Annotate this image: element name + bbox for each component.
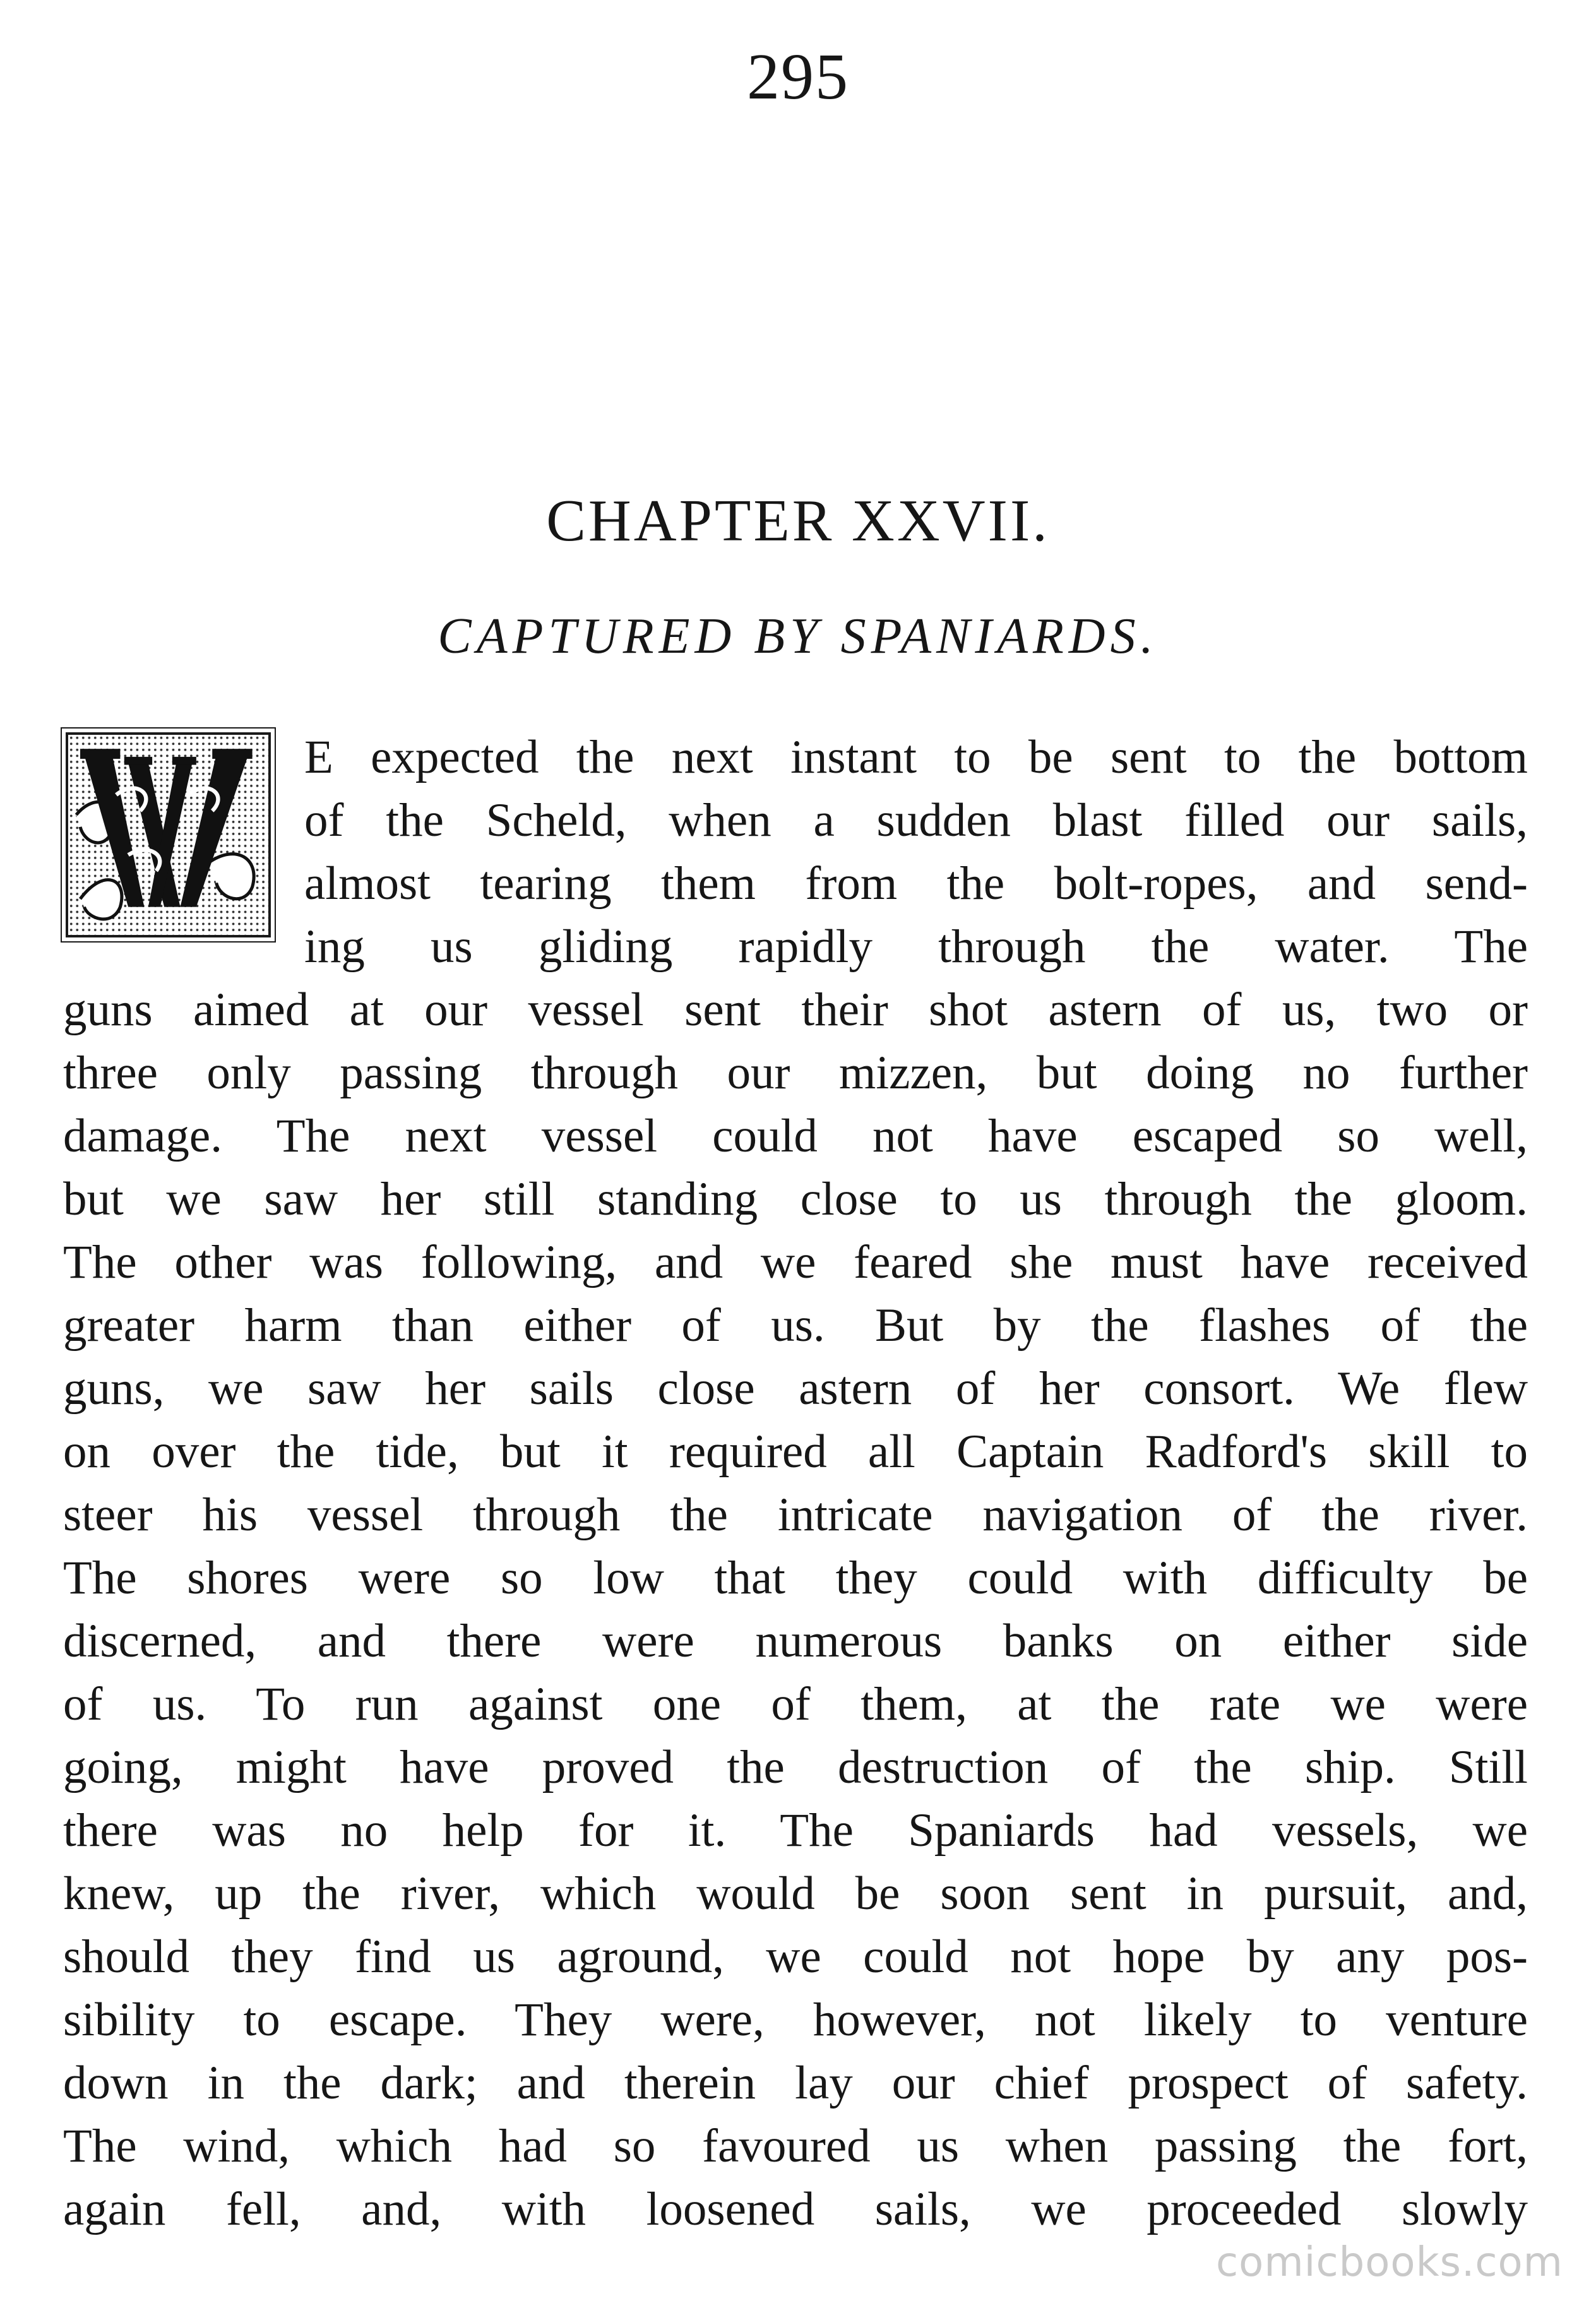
text-line: going, might have proved the destruction of the ship. Still: [63, 1741, 1528, 1793]
text-line: damage. The next vessel could not have escaped so well,: [63, 1110, 1528, 1162]
text-line: greater harm than either of us. But by the flashes of the: [63, 1299, 1528, 1352]
chapter-subtitle: CAPTURED BY SPANIARDS.: [438, 609, 1158, 664]
text-line: The other was following, and we feared she must have received: [63, 1236, 1528, 1288]
text-line: there was no help for it. The Spaniards had vessels, we: [63, 1804, 1528, 1857]
text-line: ing us gliding rapidly through the water. The: [304, 920, 1528, 973]
text-line: three only passing through our mizzen, but doing no further: [63, 1047, 1528, 1099]
text-line: of us. To run against one of them, at the rate we were: [63, 1678, 1528, 1730]
text-line: E expected the next instant to be sent to the bottom: [304, 731, 1528, 783]
text-line: knew, up the river, which would be soon sent in pursuit, and,: [63, 1867, 1528, 1920]
text-line: sibility to escape. They were, however, not likely to venture: [63, 1994, 1528, 2046]
text-line: guns aimed at our vessel sent their shot astern of us, two or: [63, 984, 1528, 1036]
text-line: again fell, and, with loosened sails, we proceeded slowly: [63, 2183, 1528, 2235]
text-line: discerned, and there were numerous banks on either side: [63, 1615, 1528, 1667]
text-line: on over the tide, but it required all Captain Radford's skill to: [63, 1425, 1528, 1478]
text-line: The wind, which had so favoured us when passing the fort,: [63, 2120, 1528, 2172]
watermark: comicbooks.com: [1215, 2239, 1563, 2286]
body-text: [63, 726, 1528, 2241]
text-line: but we saw her still standing close to us through the gloom.: [63, 1173, 1528, 1225]
chapter-title: CHAPTER XXVII.: [546, 488, 1050, 554]
text-line: The shores were so low that they could with difficulty be: [63, 1552, 1528, 1604]
text-line: almost tearing them from the bolt-ropes, and send-: [304, 857, 1528, 910]
text-line: of the Scheld, when a sudden blast filled our sails,: [304, 794, 1528, 847]
text-line: down in the dark; and therein lay our chief prospect of safety.: [63, 2057, 1528, 2109]
text-line: should they find us aground, we could not hope by any pos-: [63, 1930, 1528, 1983]
text-line: steer his vessel through the intricate navigation of the river.: [63, 1489, 1528, 1541]
page-number: 295: [747, 40, 849, 113]
text-line: guns, we saw her sails close astern of her consort. We flew: [63, 1362, 1528, 1415]
